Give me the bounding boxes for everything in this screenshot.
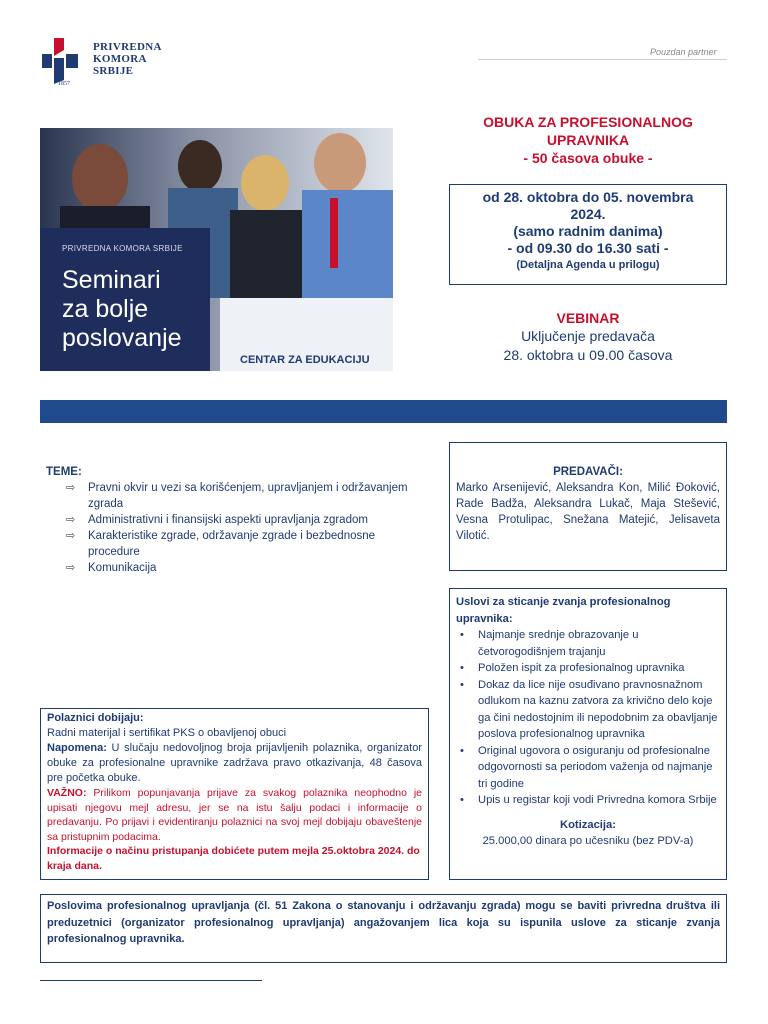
participants-title: Polaznici dobijaju:	[47, 712, 144, 724]
topic-item: ⇨ Karakteristike zgrade, održavanje zgrade i bezbednosne procedure	[66, 530, 376, 558]
fee-value: 25.000,00 dinara po učesniku (bez PDV-a)	[482, 835, 694, 847]
logo-year: 1857	[58, 81, 70, 86]
webinar-info	[449, 309, 727, 365]
participants-important: VAŽNO: Prilikom popunjavanja prijave za svakog polaznika neophodno je upisati njegovu mejl adresu, jer se na istu šalju podaci i informacije o predavanju. Po prijavi i evidentiranju polaznici na svoj mejl dobijaju obaveštenje sa pristupnim podacima.	[47, 787, 422, 843]
tagline: Pouzdan partner	[650, 47, 717, 57]
dates-line5: (Detaljna Agenda u prilogu)	[516, 259, 660, 271]
footer-note-box	[40, 894, 727, 963]
hero-caption: CENTAR ZA EDUKACIJU	[240, 354, 370, 366]
course-title-line1: OBUKA ZA PROFESIONALNOG	[483, 114, 693, 130]
condition-item: • Dokaz da lice nije osuđivano pravnosnažnom odlukom na kaznu zatvora za krivično delo koje ga čini nedostojnim ili nepodobnim za obavljanje poslova profesionalnog upravnika	[456, 677, 720, 743]
footer-rule	[40, 980, 262, 981]
condition-item: • Najmanje srednje obrazovanje u četvorogodišnjem trajanju	[456, 627, 720, 660]
dates-line1: od 28. oktobra do 05. novembra	[482, 189, 694, 205]
fee-title: Kotizacija:	[560, 818, 616, 831]
hero-title-line3: poslovanje	[62, 324, 182, 352]
topic-item: ⇨ Pravni okvir u vezi sa korišćenjem, upravljanjem i održavanjem zgrada	[66, 482, 408, 510]
footer-note: Poslovima profesionalnog upravljanja (čl. 51 Zakona o stanovanju i održavanju zgrada) mogu se baviti privredna društva ili preduzetnici (organizator profesionalnog upravljanja) angažovanjem lica koja su ispunila uslove za sticanje zvanja profesionalnog upravnika.	[47, 900, 720, 945]
lecturers-box	[449, 442, 727, 571]
topics-title: TEME:	[46, 466, 82, 478]
hero-title-line2: za bolje	[62, 295, 149, 323]
logo-line1: PRIVREDNA	[93, 41, 162, 53]
topic-item: ⇨ Administrativni i finansijski aspekti upravljanja zgradom	[66, 514, 368, 526]
course-title	[449, 113, 727, 167]
arrow-right-icon: ⇨	[66, 482, 76, 494]
participants-box	[40, 708, 429, 880]
dates-line2: 2024.	[570, 206, 606, 222]
arrow-right-icon: ⇨	[66, 514, 76, 526]
logo-line3: SRBIJE	[93, 65, 134, 77]
arrow-right-icon: ⇨	[66, 562, 76, 574]
hero-banner	[40, 128, 393, 371]
header-divider	[478, 59, 727, 60]
hero-title-line1: Seminari	[62, 266, 161, 294]
logo-line2: KOMORA	[93, 53, 147, 65]
dates-line3: (samo radnim danima)	[513, 223, 663, 239]
dates-line4: - od 09.30 do 16.30 sati -	[507, 240, 669, 256]
webinar-line1: Uključenje predavača	[521, 328, 655, 344]
course-title-line2: UPRAVNIKA	[546, 132, 630, 148]
condition-item: • Upis u registar koji vodi Privredna komora Srbije	[456, 792, 720, 809]
participants-note: Napomena: U slučaju nedovoljnog broja prijavljenih polaznika, organizator obuke za profesionalne upravnike zadržava pravo otkazivanja, 48 časova pre početka obuke.	[47, 742, 422, 784]
participants-materials: Radni materijal i sertifikat PKS o obavljenoj obuci	[47, 727, 287, 739]
conditions-title: Uslovi za sticanje zvanja profesionalnog upravnika:	[456, 596, 671, 625]
condition-item: • Položen ispit za profesionalnog upravnika	[456, 660, 720, 677]
lecturers-names: Marko Arsenijević, Aleksandra Kon, Milić Đoković, Rade Badža, Aleksandra Lukač, Maja Stešević, Vesna Protulipac, Snežana Matejić, Jelisaveta Vilotić.	[456, 482, 720, 542]
lecturers-title: PREDAVAČI:	[553, 466, 623, 478]
pks-logo	[40, 36, 175, 86]
topic-item: ⇨ Komunikacija	[66, 562, 157, 574]
pks-emblem-icon	[40, 36, 92, 86]
conditions-box	[449, 588, 727, 880]
course-subtitle: - 50 časova obuke -	[523, 150, 653, 166]
condition-item: • Original ugovora o osiguranju od profesionalne odgovornosti sa periodom važenja od najmanje tri godine	[456, 743, 720, 793]
arrow-right-icon: ⇨	[66, 530, 76, 542]
topics-section	[46, 464, 424, 576]
hero-overlay-label: PRIVREDNA KOMORA SRBIJE	[62, 244, 183, 253]
webinar-line2: 28. oktobra u 09.00 časova	[503, 347, 673, 363]
webinar-title: VEBINAR	[556, 310, 620, 326]
dates-box	[449, 184, 727, 285]
participants-access-info: Informacije o načinu pristupanja dobićete putem mejla 25.oktobra 2024. do kraja dana.	[47, 845, 420, 872]
section-divider-bar	[40, 400, 727, 423]
